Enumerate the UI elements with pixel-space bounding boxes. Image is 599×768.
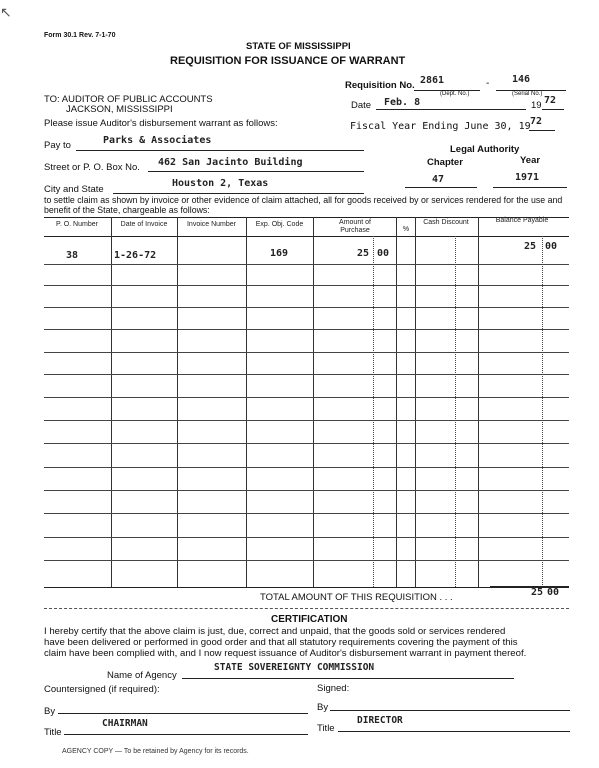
certification-line-1: I hereby certify that the above claim is just, due, correct and unpaid, that the goods sold or services rendered xyxy=(44,626,506,637)
total-label: TOTAL AMOUNT OF THIS REQUISITION . . . xyxy=(260,592,453,603)
dept-no-caption: (Dept. No.) xyxy=(440,91,470,97)
to-line-2: JACKSON, MISSISSIPPI xyxy=(66,104,173,115)
header-cash-discount: Cash Discount xyxy=(423,219,469,226)
title-right-label: Title xyxy=(317,723,335,734)
row1-invoice-date: 1-26-72 xyxy=(114,250,157,261)
header-date-of-invoice: Date of Invoice xyxy=(120,221,168,228)
table-row xyxy=(44,397,569,398)
table-row xyxy=(44,374,569,375)
row1-amount-cents: 00 xyxy=(377,248,390,259)
street-value: 462 San Jacinto Building xyxy=(158,157,303,168)
header-po-number: P. O. Number xyxy=(56,221,98,228)
certification-line-2: have been delivered or performed in good order and that all statutory requirements covering the payment of this xyxy=(44,637,518,648)
row1-balance-dollars: 25 xyxy=(524,241,537,252)
requisition-label: Requisition No. xyxy=(345,80,415,91)
table-row xyxy=(44,513,569,514)
certification-heading: CERTIFICATION xyxy=(271,614,348,625)
total-dollars: 25 xyxy=(531,587,544,598)
street-label: Street or P. O. Box No. xyxy=(44,162,140,173)
date-label: Date xyxy=(351,100,372,111)
title-left-label: Title xyxy=(44,727,62,738)
date-year-prefix: 19 xyxy=(531,100,542,111)
signed-label: Signed: xyxy=(317,683,350,694)
table-row xyxy=(44,329,569,330)
legal-year-value: 1971 xyxy=(515,172,540,183)
city-value: Houston 2, Texas xyxy=(172,178,269,189)
table-row xyxy=(44,264,569,265)
instruction-text: Please issue Auditor's disbursement warrant as follows: xyxy=(44,118,278,129)
header-percent: % xyxy=(402,226,410,233)
to-line-1: TO: AUDITOR OF PUBLIC ACCOUNTS xyxy=(44,94,213,105)
fiscal-year-value: 72 xyxy=(530,116,543,127)
table-row xyxy=(44,443,569,444)
claim-text: to settle claim as shown by invoice or other evidence of claim attached, all for goods received by or services rendered for the use and benefit of the State, chargeable as follows: xyxy=(44,195,563,215)
page-title: REQUISITION FOR ISSUANCE OF WARRANT xyxy=(170,55,406,67)
year-label: Year xyxy=(520,155,541,166)
table-row xyxy=(44,537,569,538)
table-row xyxy=(44,285,569,286)
total-cents: 00 xyxy=(547,587,560,598)
serial-no-value: 146 xyxy=(512,74,531,85)
row1-amount-dollars: 25 xyxy=(357,248,370,259)
row1-exp-code: 169 xyxy=(270,248,289,259)
header-balance-payable: Balance Payable xyxy=(495,217,549,224)
table-row xyxy=(44,467,569,468)
header-exp-obj-code: Exp. Obj. Code xyxy=(255,221,304,228)
dept-no-value: 2861 xyxy=(420,75,445,86)
table-row xyxy=(44,352,569,353)
agency-name-value: STATE SOVEREIGNTY COMMISSION xyxy=(214,662,375,673)
serial-no-caption: (Serial No.) xyxy=(512,91,543,97)
certification-line-3: claim have been complied with, and I now request issuance of Auditor's disbursement warrant in payment thereof. xyxy=(44,648,527,659)
title-left-value: CHAIRMAN xyxy=(102,718,148,729)
row1-po: 38 xyxy=(66,250,79,261)
fiscal-year-label: Fiscal Year Ending June 30, 19 xyxy=(350,121,531,132)
date-year-value: 72 xyxy=(544,95,557,106)
chapter-value: 47 xyxy=(432,174,445,185)
title-right-value: DIRECTOR xyxy=(357,715,403,726)
chapter-label: Chapter xyxy=(427,157,463,168)
requisition-dash: - xyxy=(486,78,490,89)
city-label: City and State xyxy=(44,184,104,195)
by-right-label: By xyxy=(317,702,329,713)
state-heading: STATE OF MISSISSIPPI xyxy=(246,41,351,52)
pay-to-label: Pay to xyxy=(44,140,71,151)
by-left-label: By xyxy=(44,706,56,717)
form-number: Form 30.1 Rev. 7-1-70 xyxy=(44,32,116,39)
pay-to-value: Parks & Associates xyxy=(103,135,212,146)
table-row xyxy=(44,420,569,421)
header-amount-of-purchase: Amount of Purchase xyxy=(339,219,371,234)
countersigned-label: Countersigned (if required): xyxy=(44,684,160,695)
header-invoice-number: Invoice Number xyxy=(186,221,237,228)
corner-mark-icon: ↖ xyxy=(0,4,12,20)
table-row xyxy=(44,307,569,308)
date-value: Feb. 8 xyxy=(384,97,421,108)
table-row xyxy=(44,490,569,491)
legal-authority-heading: Legal Authority xyxy=(450,144,520,155)
row1-balance-cents: 00 xyxy=(545,241,558,252)
table-row xyxy=(44,560,569,561)
footer-note: AGENCY COPY — To be retained by Agency for its records. xyxy=(62,748,249,755)
agency-name-label: Name of Agency xyxy=(107,670,177,681)
